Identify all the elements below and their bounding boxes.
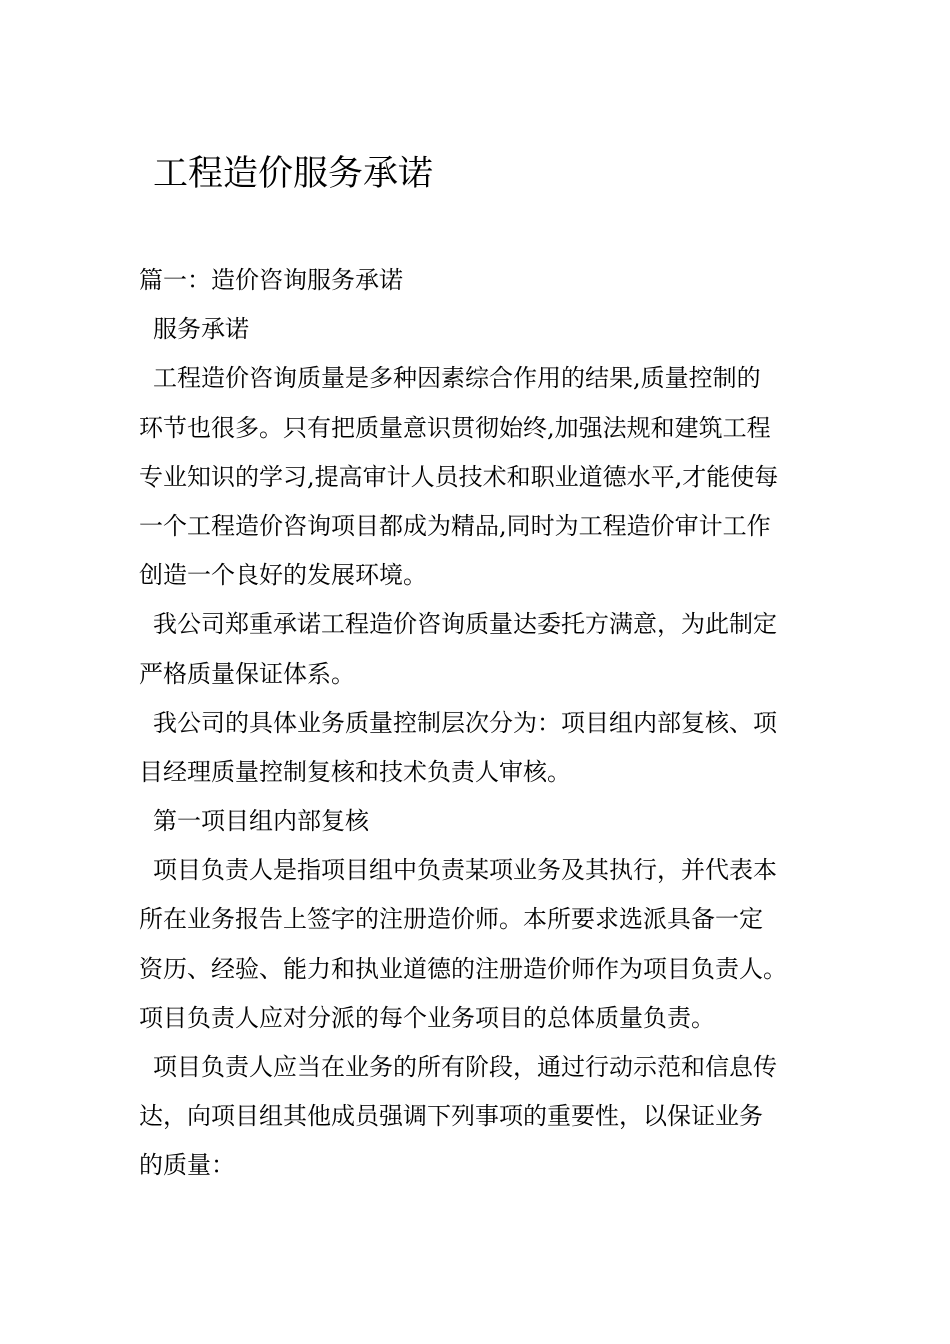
subheading-internal-review: 第一项目组内部复核	[153, 807, 369, 836]
document-title: 工程造价服务承诺	[153, 154, 434, 194]
paragraph-line: 资历、经验、能力和执业道德的注册造价师作为项目负责人。	[139, 954, 787, 983]
paragraph-line: 项目负责人应对分派的每个业务项目的总体质量负责。	[139, 1003, 715, 1032]
section-heading: 篇一：造价咨询服务承诺	[139, 266, 403, 294]
paragraph-line: 我公司的具体业务质量控制层次分为：项目组内部复核、项	[153, 708, 777, 737]
paragraph-line: 达，向项目组其他成员强调下列事项的重要性，以保证业务	[139, 1102, 763, 1131]
paragraph-line: 严格质量保证体系。	[139, 659, 355, 688]
paragraph-line: 专业知识的学习,提高审计人员技术和职业道德水平,才能使每	[139, 462, 779, 491]
paragraph-line: 目经理质量控制复核和技术负责人审核。	[139, 757, 571, 786]
subheading-service-commitment: 服务承诺	[153, 315, 249, 344]
paragraph-line: 我公司郑重承诺工程造价咨询质量达委托方满意，为此制定	[153, 610, 777, 639]
paragraph-line: 创造一个良好的发展环境。	[139, 561, 427, 590]
paragraph-line: 项目负责人是指项目组中负责某项业务及其执行，并代表本	[153, 856, 777, 885]
paragraph-line: 环节也很多。只有把质量意识贯彻始终,加强法规和建筑工程	[139, 413, 771, 442]
document-body	[139, 256, 829, 1191]
paragraph-line: 的质量：	[139, 1151, 235, 1180]
paragraph-line: 工程造价咨询质量是多种因素综合作用的结果,质量控制的	[153, 364, 761, 393]
paragraph-line: 项目负责人应当在业务的所有阶段，通过行动示范和信息传	[153, 1053, 777, 1081]
paragraph-line: 一个工程造价咨询项目都成为精品,同时为工程造价审计工作	[139, 511, 771, 540]
paragraph-line: 所在业务报告上签字的注册造价师。本所要求选派具备一定	[139, 905, 763, 934]
